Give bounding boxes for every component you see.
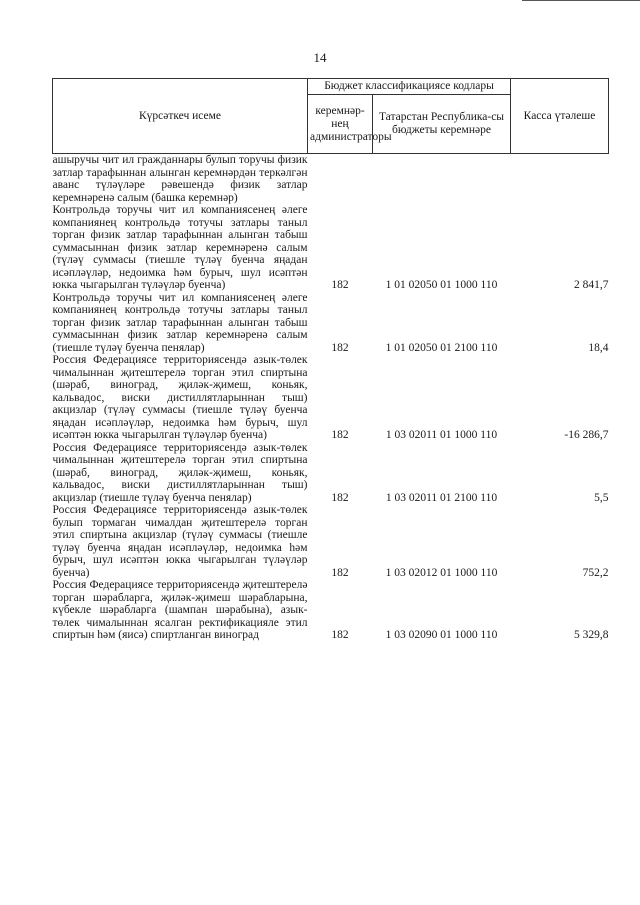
row-description: Россия Федерациясе территориясендә азык-төлек чималыннан җитештерелә торган этил спиртына (шәраб, виноград, җиләк-җимеш, коньяк, кальвадос, виски дистиллятларыннан тыш) акцизлар (түләү суммасы (тиешле түләү буенча яңадан исәпләүләр, недоимка һәм бурыч, шул исәптән юкка чыгарылган түләүләр буенча) [52,354,308,441]
row-classification-code: 1 03 02090 01 1000 110 [385,629,498,641]
row-admin-code: 182 [331,341,349,354]
header-revenue-administrator: керемнәр-нең администраторы [308,95,373,154]
top-rule [522,0,640,1]
row-description: Контрольдә торучы чит ил компаниясенең әлеге компаниянең контрольдә тотучы затлары таныл торган физик затлар тарафыннан алынган табыш суммасыннан физик затлар керемнәренә салым (түләү суммасы (тиешле түләү буенча яңадан исәпләүләр, недоимка һәм бурыч, шул исәптән юкка чыгарылган түләүләр буенча) [52,204,308,291]
table-row [53,579,609,642]
row-description: Контрольдә торучы чит ил компаниясенең әлеге компаниянең контрольдә тотучы затлары таныл торган физик затлар тарафыннан алынган табыш суммасыннан физик затлар керемнәренә салым (тиешле түләү буенча пенялар) [52,291,308,354]
row-admin-code: 182 [331,429,349,441]
row-classification-code: 1 03 02011 01 1000 110 [385,429,498,441]
table-row [53,442,609,505]
table-row [53,292,609,355]
row-amount: -16 286,7 [564,429,609,441]
header-budget-classification: Бюджет классификациясе кодлары [308,79,511,95]
row-classification-code: 1 03 02011 01 2100 110 [385,491,498,504]
table-row [53,204,609,292]
row-admin-code: 182 [331,566,349,579]
row-admin-code: 182 [331,491,349,504]
row-description: ашыручы чит ил гражданнары булып торучы физик затлар тарафыннан алынган керемнәрдән теркәлгән аванс түләүләре рәвешендә физик затлар керемнәренә салым (башка керемнәр) [52,154,308,204]
row-amount: 2 841,7 [574,279,609,291]
row-amount: 5,5 [594,491,609,504]
header-republic-budget-revenue: Татарстан Республика-сы бюджеты керемнәре [373,95,511,154]
row-amount: 18,4 [588,341,609,354]
row-description: Россия Федерациясе территориясендә азык-төлек булып тормаган чималдан җитештерелә торган этил спиртына акцизлар (түләү суммасы (тиешле түләү буенча яңадан исәпләүләр, недоимка һәм бурыч, шул исәптән юкка чыгарылган түләүләр буенча) [52,504,308,579]
row-description: Россия Федерациясе территориясендә җитештерелә торган шәрабларга, җиләк-җимеш шәрабларына, күбекле шәрабларга (шампан шәрабына), азык-төлек чималыннан ясалган ректификацияле этил спиртын һәм (яисә) спиртланган виноград [52,579,308,641]
row-classification-code: 1 03 02012 01 1000 110 [385,566,498,579]
row-description: Россия Федерациясе территориясендә азык-төлек чималыннан җитештерелә торган этил спиртына (шәраб, виноград, җиләк-җимеш, коньяк, кальвадос, виски дистиллятларыннан тыш) акцизлар (тиешле түләү буенча пенялар) [52,441,308,504]
row-amount [511,154,609,205]
budget-table [52,78,609,642]
row-classification-code: 1 01 02050 01 1000 110 [385,279,498,291]
row-classification-code: 1 01 02050 01 2100 110 [385,341,498,354]
row-classification-code [373,154,511,205]
header-cash-execution: Касса үтәлеше [511,79,609,154]
table-row [53,154,609,205]
row-admin-code: 182 [331,629,349,641]
row-amount: 752,2 [582,566,609,579]
row-amount: 5 329,8 [574,629,609,641]
row-admin-code [308,154,373,205]
page-number: 14 [313,50,327,65]
table-row [53,504,609,579]
table-row [53,354,609,442]
header-indicator-name: Күрсәткеч исеме [53,79,308,154]
row-admin-code: 182 [331,279,349,291]
